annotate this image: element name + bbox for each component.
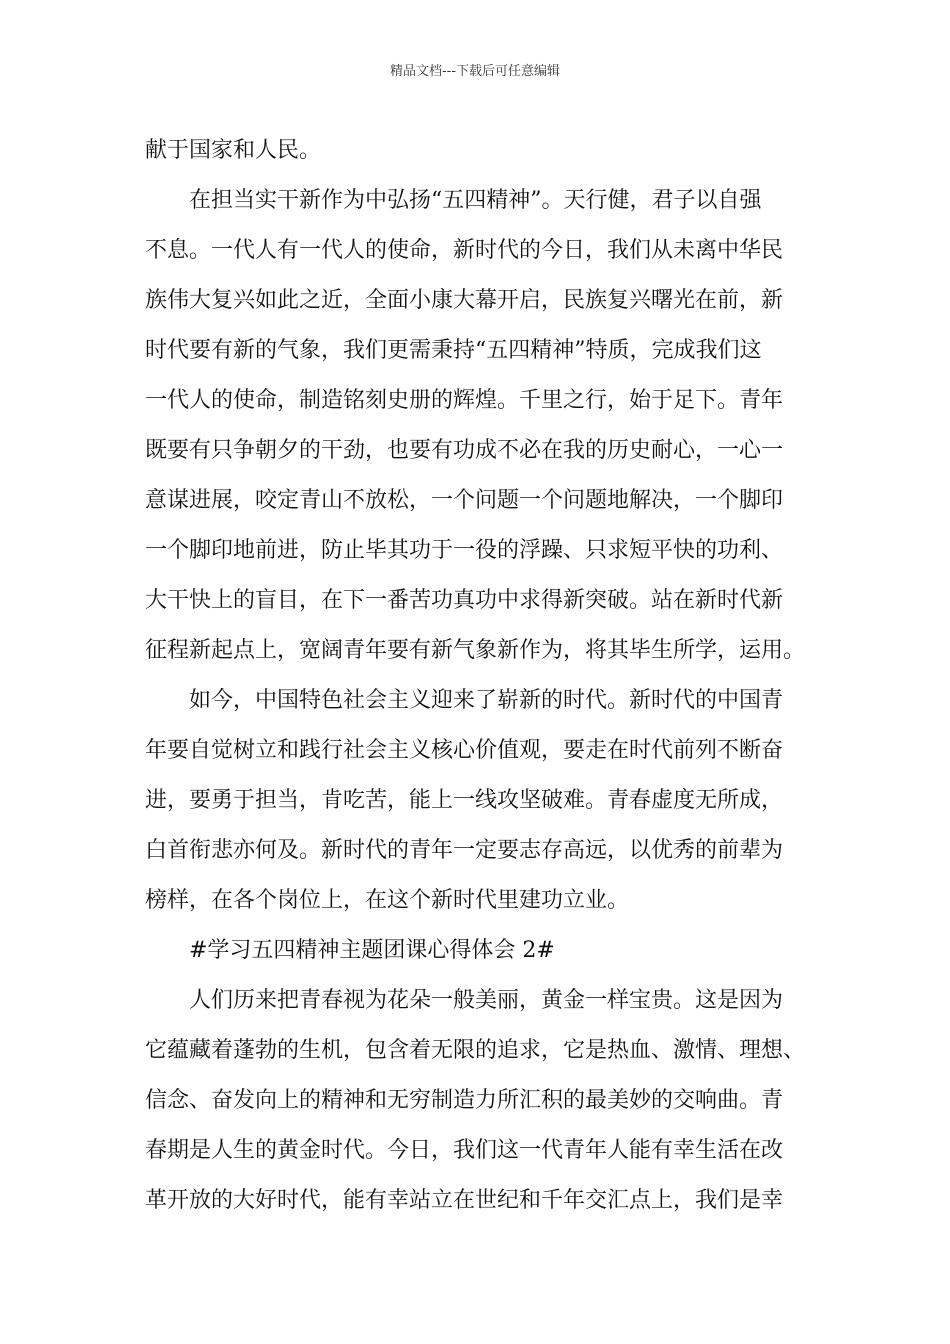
text-line: 一代人的使命，制造铭刻史册的辉煌。千里之行，始于足下。青年 [145, 388, 784, 413]
document-body [145, 126, 810, 1226]
text-line: 白首衔悲亦何及。新时代的青年一定要志存高远，以优秀的前辈为 [145, 838, 784, 863]
text-line: 族伟大复兴如此之近，全面小康大幕开启，民族复兴曙光在前，新 [145, 288, 784, 313]
text-line: 进，要勇于担当，肯吃苦，能上一线攻坚破难。青春虚度无所成， [145, 788, 784, 813]
text-line: 革开放的大好时代，能有幸站立在世纪和千年交汇点上，我们是幸 [145, 1188, 784, 1213]
text-line: 在担当实干新作为中弘扬“五四精神”。天行健，君子以自强 [189, 188, 762, 213]
text-line: 榜样，在各个岗位上，在这个新时代里建功立业。 [145, 888, 630, 913]
page-header: 精品文档---下载后可任意编辑 [389, 64, 561, 79]
text-line: 意谋进展，咬定青山不放松，一个问题一个问题地解决，一个脚印 [145, 488, 784, 513]
text-line: 时代要有新的气象，我们更需秉持“五四精神”特质，完成我们这 [145, 338, 762, 363]
text-line: 年要自觉树立和践行社会主义核心价值观，要走在时代前列不断奋 [145, 738, 784, 763]
section-heading: #学习五四精神主题团课心得体会 2# [189, 938, 555, 963]
text-line: 不息。一代人有一代人的使命，新时代的今日，我们从未离中华民 [145, 238, 784, 263]
text-line: 既要有只争朝夕的干劲，也要有功成不必在我的历史耐心，一心一 [145, 438, 784, 463]
text-line: 人们历来把青春视为花朵一般美丽，黄金一样宝贵。这是因为 [189, 988, 784, 1013]
text-line: 征程新起点上，宽阔青年要有新气象新作为，将其毕生所学，运用。 [145, 638, 806, 663]
text-line: 大干快上的盲目，在下一番苦功真功中求得新突破。站在新时代新 [145, 588, 784, 613]
text-line: 如今，中国特色社会主义迎来了崭新的时代。新时代的中国青 [189, 688, 784, 713]
text-line: 春期是人生的黄金时代。今日，我们这一代青年人能有幸生活在改 [145, 1138, 784, 1163]
text-line: 献于国家和人民。 [145, 138, 322, 163]
text-line: 一个脚印地前进，防止毕其功于一役的浮躁、只求短平快的功利、 [145, 538, 784, 563]
text-line: 信念、奋发向上的精神和无穷制造力所汇积的最美妙的交响曲。青 [145, 1088, 784, 1113]
text-line: 它蕴藏着蓬勃的生机，包含着无限的追求，它是热血、激情、理想、 [145, 1038, 806, 1063]
